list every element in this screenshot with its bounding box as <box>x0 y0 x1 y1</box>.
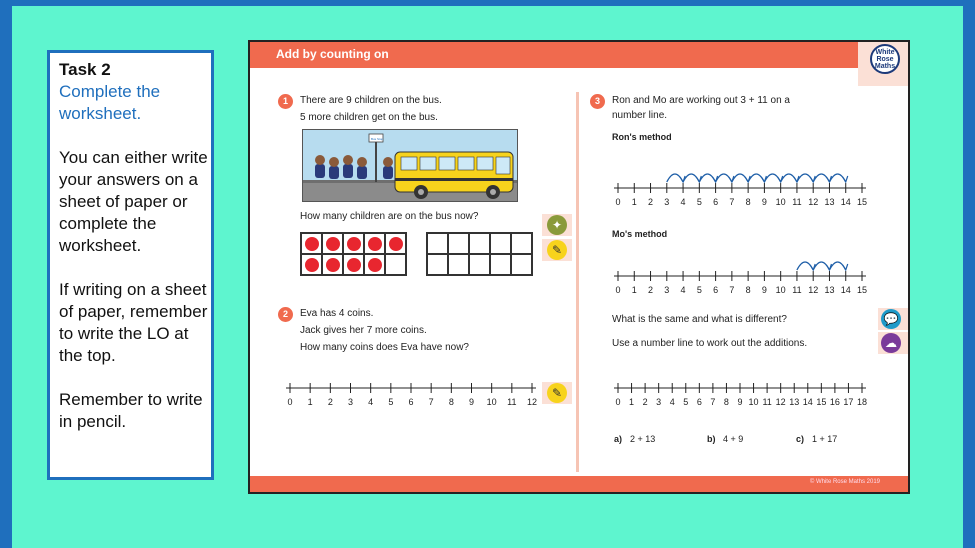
number-line-label: 1 <box>631 285 637 295</box>
number-line-label: 7 <box>729 197 735 207</box>
task-subtitle: Complete the worksheet. <box>59 82 161 123</box>
ten-frame-cell <box>469 233 490 254</box>
ten-frame-2 <box>426 232 533 276</box>
number-line-label: 6 <box>696 397 702 407</box>
number-line-label: 13 <box>824 285 835 295</box>
white-rose-logo <box>870 44 900 74</box>
number-line-label: 14 <box>840 197 851 207</box>
number-line-label: 9 <box>761 285 767 295</box>
number-line-label: 9 <box>761 197 767 207</box>
ten-frame-cell <box>469 254 490 275</box>
ten-frame-cell <box>322 254 343 275</box>
q3-same-different: What is the same and what is different? <box>612 314 787 325</box>
q1-line2: 5 more children get on the bus. <box>300 112 438 123</box>
logo-text-3: Maths <box>874 63 896 70</box>
ten-frame-1 <box>300 232 407 276</box>
number-line-label: 2 <box>648 197 654 207</box>
worksheet-title: Add by counting on <box>276 47 389 61</box>
ten-frame-cell <box>301 254 322 275</box>
number-line-label: 1 <box>307 397 313 407</box>
ten-frame-cell <box>427 233 448 254</box>
number-line-label: 8 <box>745 285 751 295</box>
number-line-label: 12 <box>775 397 786 407</box>
number-line-label: 8 <box>723 397 729 407</box>
pencil-icon: ✎ <box>547 240 567 260</box>
jump-arrowhead <box>843 264 848 270</box>
number-line-label: 16 <box>829 397 840 407</box>
task-panel <box>47 50 214 480</box>
number-line-label: 12 <box>526 397 538 407</box>
discuss-icon: 💬 <box>881 309 901 329</box>
ten-frame-cell <box>343 254 364 275</box>
number-line-label: 9 <box>468 397 475 407</box>
number-line-label: 3 <box>664 285 670 295</box>
worksheet <box>248 40 910 494</box>
ten-frame-cell <box>322 233 343 254</box>
number-line-label: 10 <box>775 197 786 207</box>
number-line-label: 4 <box>680 197 686 207</box>
ten-frame-cell <box>511 254 532 275</box>
number-line-label: 14 <box>802 397 813 407</box>
number-line-label: 12 <box>808 285 819 295</box>
number-line-label: 1 <box>631 197 637 207</box>
bus-illustration <box>302 129 518 202</box>
number-line-label: 8 <box>745 197 751 207</box>
ten-frame-cell <box>385 233 406 254</box>
question-3-number: 3 <box>590 94 605 109</box>
worksheet-header <box>250 42 908 68</box>
task-instruction-2: If writing on a sheet of paper, remember to write the LO at the top. <box>59 280 208 365</box>
number-line-label: 6 <box>408 397 414 407</box>
number-line-label: 15 <box>856 285 868 295</box>
number-line-label: 8 <box>448 397 454 407</box>
ron-method-label: Ron's method <box>612 132 672 142</box>
ten-frame-cell <box>343 233 364 254</box>
ten-frame-cell <box>490 254 511 275</box>
number-line-label: 9 <box>737 397 743 407</box>
q3-line1: Ron and Mo are working out 3 + 11 on a <box>612 95 790 106</box>
ten-frame-cell <box>364 233 385 254</box>
number-line-label: 15 <box>856 197 868 207</box>
mo-method-label: Mo's method <box>612 229 668 239</box>
ten-frame-cell <box>448 233 469 254</box>
worksheet-footer <box>250 476 908 492</box>
number-line-label: 4 <box>368 397 374 407</box>
jump-arrowhead <box>843 176 848 182</box>
ten-frame-cell <box>364 254 385 275</box>
number-line-label: 4 <box>669 397 675 407</box>
number-line-label: 13 <box>789 397 800 407</box>
number-line-label: 11 <box>762 397 772 407</box>
question-2-number: 2 <box>278 307 293 322</box>
ten-frame-cell <box>301 233 322 254</box>
number-line-label: 6 <box>713 285 719 295</box>
number-line-label: 3 <box>347 397 354 407</box>
number-line-label: 10 <box>775 285 786 295</box>
think-icon: ☁ <box>881 333 901 353</box>
part-b-expr: 4 + 9 <box>723 434 744 444</box>
number-line-ron <box>610 160 878 210</box>
number-line-label: 12 <box>808 197 819 207</box>
number-line-label: 0 <box>615 285 621 295</box>
number-line-blank <box>610 374 878 410</box>
part-b-label: b) <box>707 434 716 444</box>
number-line-label: 7 <box>710 397 716 407</box>
number-line-label: 6 <box>713 197 719 207</box>
number-line-label: 5 <box>683 397 689 407</box>
task-title: Task 2 <box>59 60 111 79</box>
pencil-icon: ✎ <box>547 383 567 403</box>
question-1-number: 1 <box>278 94 293 109</box>
ten-frame-cell <box>448 254 469 275</box>
number-line-label: 18 <box>856 397 868 407</box>
number-line-label: 10 <box>486 397 497 407</box>
number-line-label: 2 <box>327 397 333 407</box>
part-a-label: a) <box>614 434 623 444</box>
logo-text-2: Rose <box>876 56 894 63</box>
ten-frame-cell <box>385 254 406 275</box>
number-line-label: 10 <box>748 397 759 407</box>
q1-question: How many children are on the bus now? <box>300 211 479 222</box>
number-line-label: 4 <box>680 285 686 295</box>
number-line-label: 17 <box>843 397 854 407</box>
q1-line1: There are 9 children on the bus. <box>300 95 442 106</box>
number-line-label: 11 <box>792 197 802 207</box>
number-line-label: 0 <box>287 397 293 407</box>
number-line-label: 11 <box>792 285 802 295</box>
part-a-expr: 2 + 13 <box>630 434 656 444</box>
number-line-label: 7 <box>729 285 735 295</box>
ten-frame-cell <box>511 233 532 254</box>
ten-frame-cell <box>427 254 448 275</box>
number-line-label: 13 <box>824 197 835 207</box>
number-line-label: 5 <box>696 285 702 295</box>
number-line-label: 5 <box>388 397 394 407</box>
part-c-label: c) <box>796 434 805 444</box>
task-instruction-3: Remember to write in pencil. <box>59 390 203 431</box>
part-c-expr: 1 + 17 <box>812 434 838 444</box>
number-line-q2 <box>284 374 544 410</box>
number-line-label: 11 <box>507 397 517 407</box>
logo-tab <box>858 42 908 86</box>
number-line-label: 0 <box>615 197 621 207</box>
q2-line2: Jack gives her 7 more coins. <box>300 325 427 336</box>
logo-text-1: White <box>875 49 895 56</box>
q3-line2: number line. <box>612 110 668 121</box>
number-line-label: 3 <box>656 397 662 407</box>
q2-line1: Eva has 4 coins. <box>300 308 374 319</box>
number-line-label: 2 <box>648 285 654 295</box>
copyright-text: © White Rose Maths 2019 <box>809 479 880 485</box>
number-line-label: 5 <box>696 197 702 207</box>
task-instruction-1: You can either write your answers on a sheet of paper or complete the worksheet. <box>59 148 208 255</box>
column-divider <box>576 92 579 472</box>
q3-use-number-line: Use a number line to work out the additions. <box>612 338 808 349</box>
ten-frame-cell <box>490 233 511 254</box>
bus-stop-sign: Bus Stop <box>371 137 384 141</box>
number-line-label: 15 <box>816 397 827 407</box>
number-line-label: 3 <box>664 197 670 207</box>
q2-line3: How many coins does Eva have now? <box>300 342 469 353</box>
number-line-label: 7 <box>428 397 434 407</box>
number-line-label: 14 <box>840 285 851 295</box>
number-line-mo <box>610 248 878 298</box>
number-line-label: 1 <box>629 397 635 407</box>
number-line-label: 2 <box>642 397 648 407</box>
reasoning-icon: ✦ <box>547 215 567 235</box>
number-line-label: 0 <box>615 397 621 407</box>
